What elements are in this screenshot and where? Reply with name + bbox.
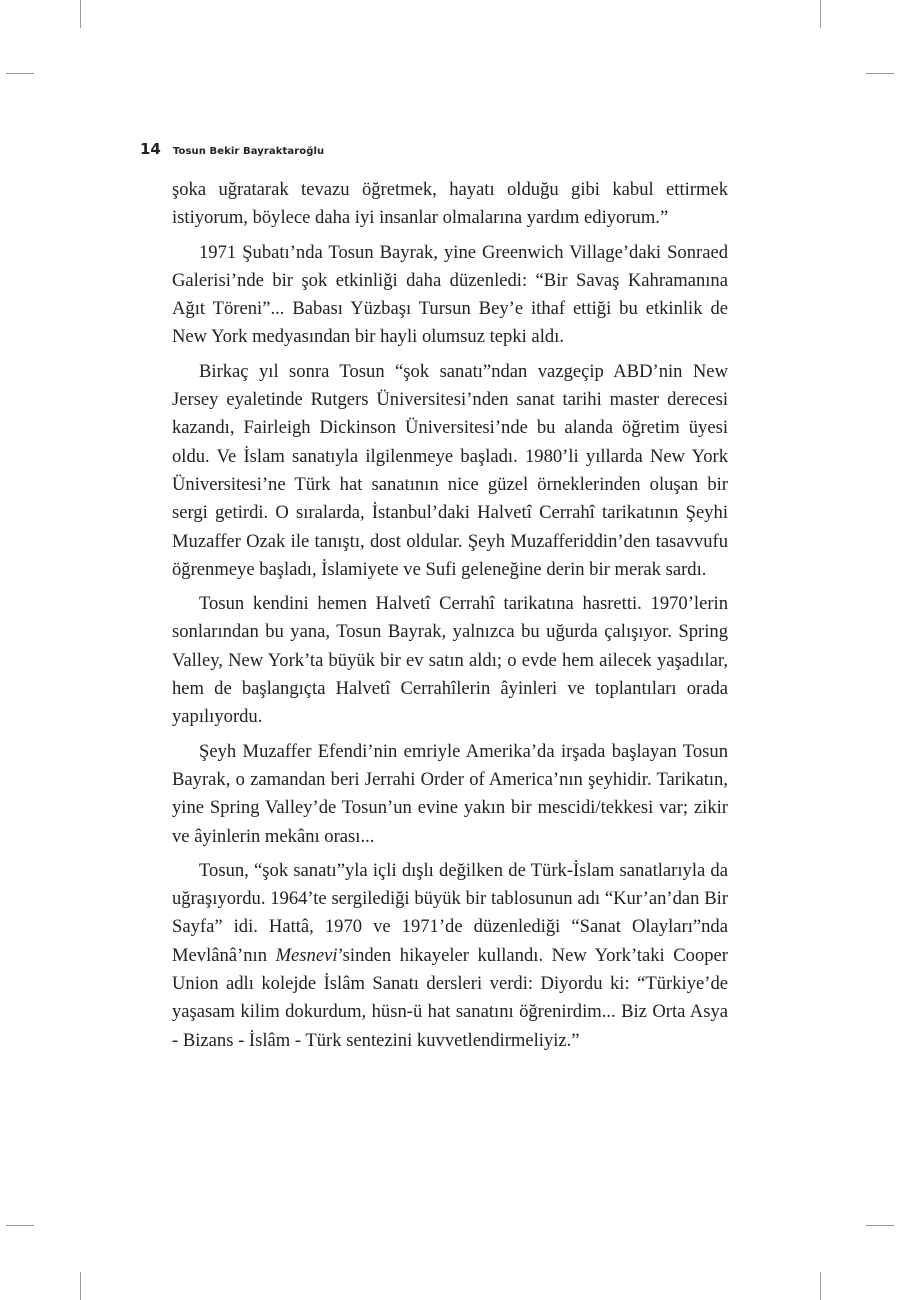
crop-mark [6,73,34,74]
crop-mark [80,0,81,28]
paragraph: 1971 Şubatı’nda Tosun Bayrak, yine Greenwich Village’daki Sonraed Galerisi’nde bir şok etkinliği daha düzenledi: “Bir Savaş Kahramanına Ağıt Töreni”... Babası Yüzbaşı Tursun Bey’e ithaf ettiği bu etkinlik de New York medyasından bir hayli olumsuz tepki aldı. [172,241,728,348]
paragraph: Tosun kendini hemen Halvetî Cerrahî tarikatına hasretti. 1970’lerin sonlarından bu yana, Tosun Bayrak, yalnızca bu uğurda çalışıyor. Spring Valley, New York’ta büyük bir ev satın aldı; o evde hem ailecek yaşadılar, hem de başlangıçta Halvetî Cerrahîlerin âyinleri ve toplantıları orada yapılıyordu. [172,593,728,728]
crop-mark [820,0,821,28]
running-title: Tosun Bekir Bayraktaroğlu [172,146,325,157]
paragraph: Birkaç yıl sonra Tosun “şok sanatı”ndan vazgeçip ABD’nin New Jersey eyaletinde Rutgers Üniversitesi’nden sanat tarihi master derecesi kazandı, Fairleigh Dickinson Üniversitesi’nde bu alanda öğretim üyesi oldu. Ve İslam sanatıyla ilgilenmeye başladı. 1980’li yıllarda New York Üniversitesi’ne Türk hat sanatının nice güzel örneklerinden oluşan bir sergi getirdi. O sıralarda, İstanbul’daki Halvetî Cerrahî tarikatının Şeyhi Muzaffer Ozak ile tanıştı, dost oldular. Şeyh Muzafferiddin’den tasavvufu öğrenmeye başladı, İslamiyete ve Sufi geleneğine derin bir merak sardı. [172,360,728,580]
running-header [140,140,324,158]
paragraph: şoka uğratarak tevazu öğretmek, hayatı olduğu gibi kabul ettirmek istiyorum, böylece daha iyi insanlar olmalarına yardım ediyorum.” [172,179,728,229]
paragraph [172,857,728,1055]
italic-book-title: Mesnevi [275,944,338,966]
crop-mark [820,1272,821,1300]
crop-mark [866,1225,894,1226]
page-number: 14 [140,140,161,158]
crop-mark [866,73,894,74]
crop-mark [6,1225,34,1226]
crop-mark [80,1272,81,1300]
text-run: Tosun, “şok sanatı”yla içli dışlı değilken de Türk-İslam sanatlarıyla da uğraşıyordu. 1964’te sergilediği büyük bir tablosunun adı “Kur’an’dan Bir Sayfa” idi. Hattâ, 1970 ve 1971’de düzenlediği “Sanat Olayları”nda Mevlânâ’nın [172,859,728,966]
text-run: ’sinden hikayeler kullandı. New York’taki Cooper Union adlı kolejde İslâm Sanatı dersleri verdi: Diyordu ki: “Türkiye’de yaşasam kilim dokurdum, hüsn-ü hat sanatını öğrenirdim... Biz Orta Asya - Bizans - İslâm - Türk sentezini kuvvetlendirmeliyiz.” [172,944,728,1051]
body-text [172,176,728,1061]
paragraph: Şeyh Muzaffer Efendi’nin emriyle Amerika’da irşada başlayan Tosun Bayrak, o zamandan beri Jerrahi Order of America’nın şeyhidir. Tarikatın, yine Spring Valley’de Tosun’un evine yakın bir mescidi/tekkesi var; zikir ve âyinlerin mekânı orası... [172,740,728,847]
